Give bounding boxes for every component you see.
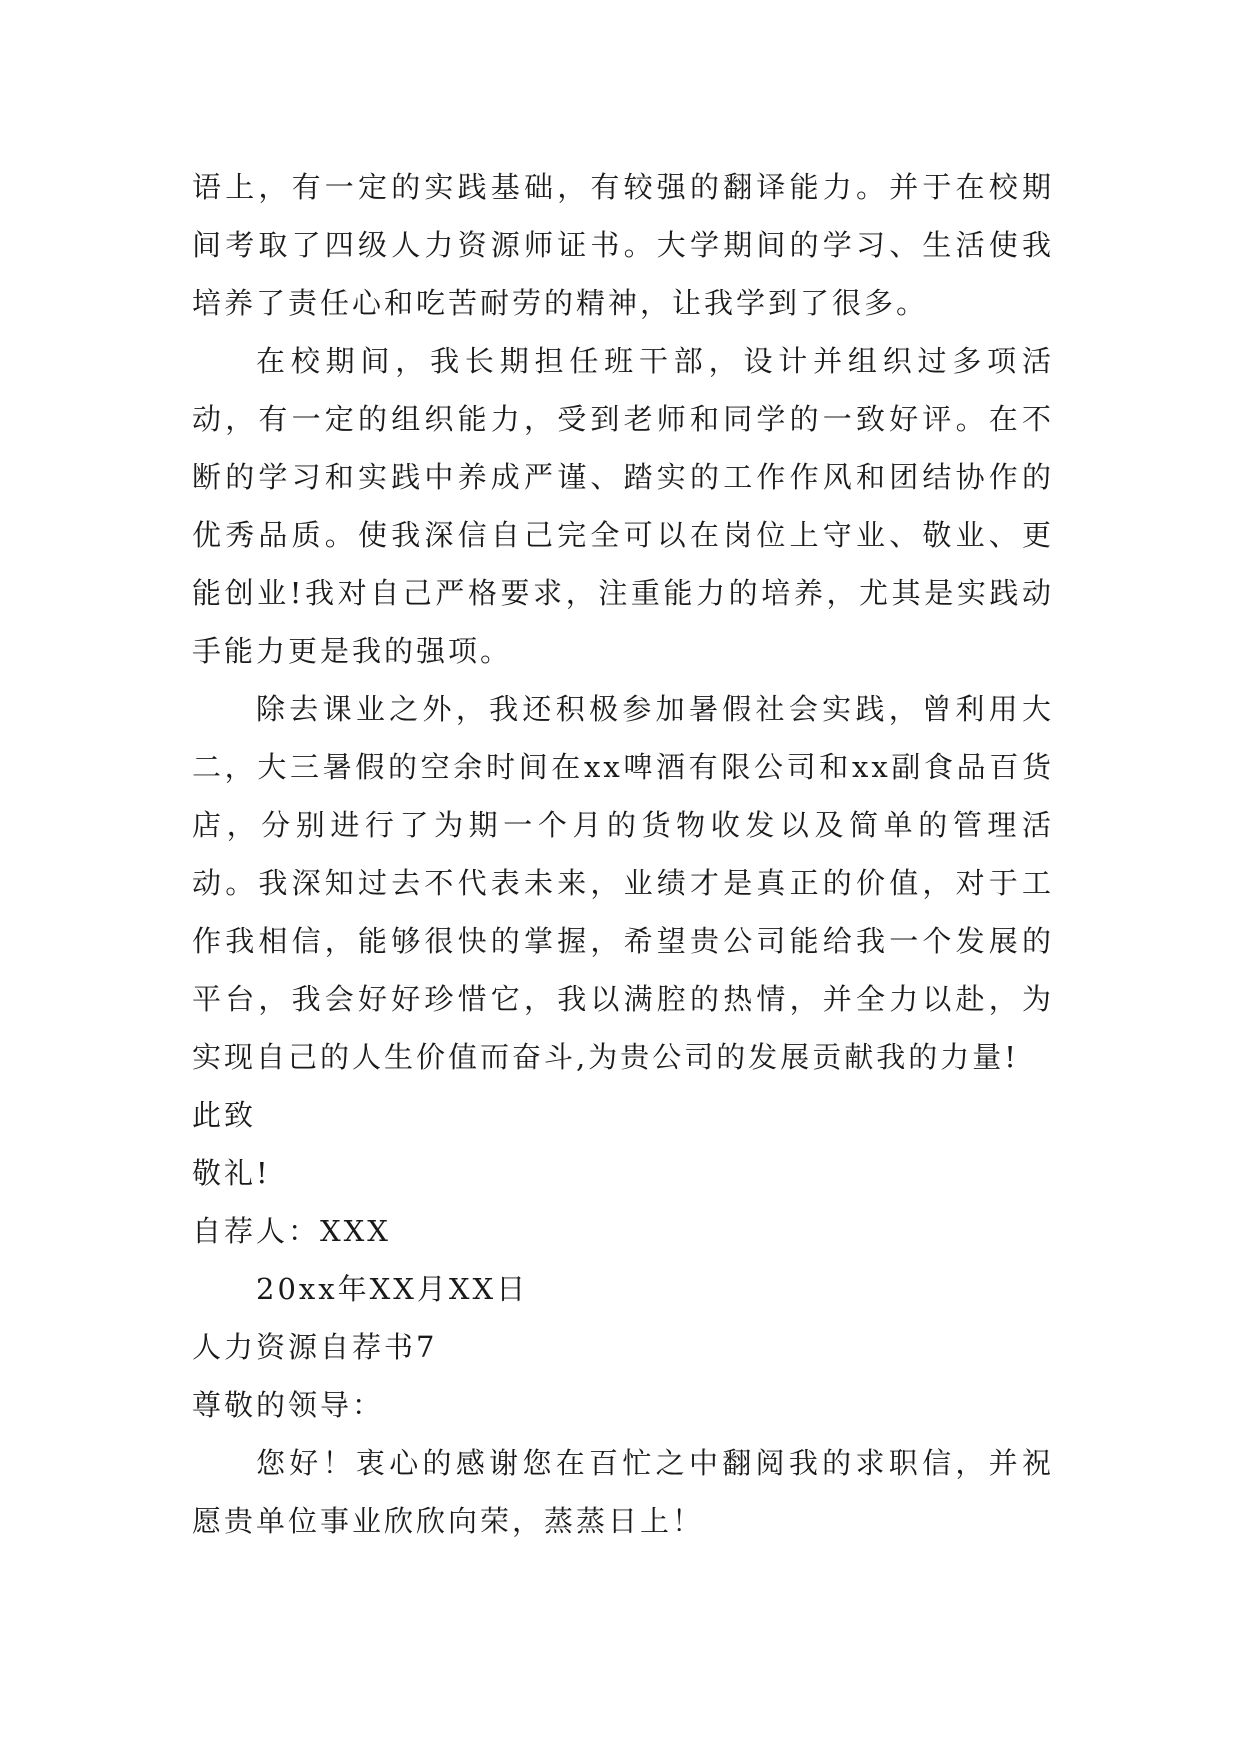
paragraph-continuation: 语上，有一定的实践基础，有较强的翻译能力。并于在校期间考取了四级人力资源师证书。大学期间的学习、生活使我培养了责任心和吃苦耐劳的精神，让我学到了很多。 <box>192 170 1054 320</box>
salutation-line: 尊敬的领导： <box>192 1388 385 1422</box>
closing-greeting: 此致 <box>192 1098 257 1132</box>
date-line: 20xx年XX月XX日 <box>256 1272 529 1306</box>
paragraph-campus-activities: 在校期间，我长期担任班干部，设计并组织过多项活动，有一定的组织能力，受到老师和同学的一致好评。在不断的学习和实践中养成严谨、踏实的工作作风和团结协作的优秀品质。使我深信自己完全可以在岗位上守业、敬业、更能创业!我对自己严格要求，注重能力的培养，尤其是实践动手能力更是我的强项。 <box>192 344 1054 668</box>
section-title: 人力资源自荐书7 <box>192 1330 438 1364</box>
paragraph-summer-practice: 除去课业之外，我还积极参加暑假社会实践，曾利用大二，大三暑假的空余时间在xx啤酒有限公司和xx副食品百货店，分别进行了为期一个月的货物收发以及简单的管理活动。我深知过去不代表未来，业绩才是真正的价值，对于工作我相信，能够很快的掌握，希望贵公司能给我一个发展的平台，我会好好珍惜它，我以满腔的热情，并全力以赴，为实现自己的人生价值而奋斗,为贵公司的发展贡献我的力量! <box>192 692 1054 1074</box>
document-body <box>192 158 1054 1550</box>
closing-salute: 敬礼! <box>192 1156 271 1190</box>
signature-line: 自荐人：XXX <box>192 1214 391 1248</box>
paragraph-opening: 您好！衷心的感谢您在百忙之中翻阅我的求职信，并祝愿贵单位事业欣欣向荣，蒸蒸日上！ <box>192 1446 1054 1538</box>
